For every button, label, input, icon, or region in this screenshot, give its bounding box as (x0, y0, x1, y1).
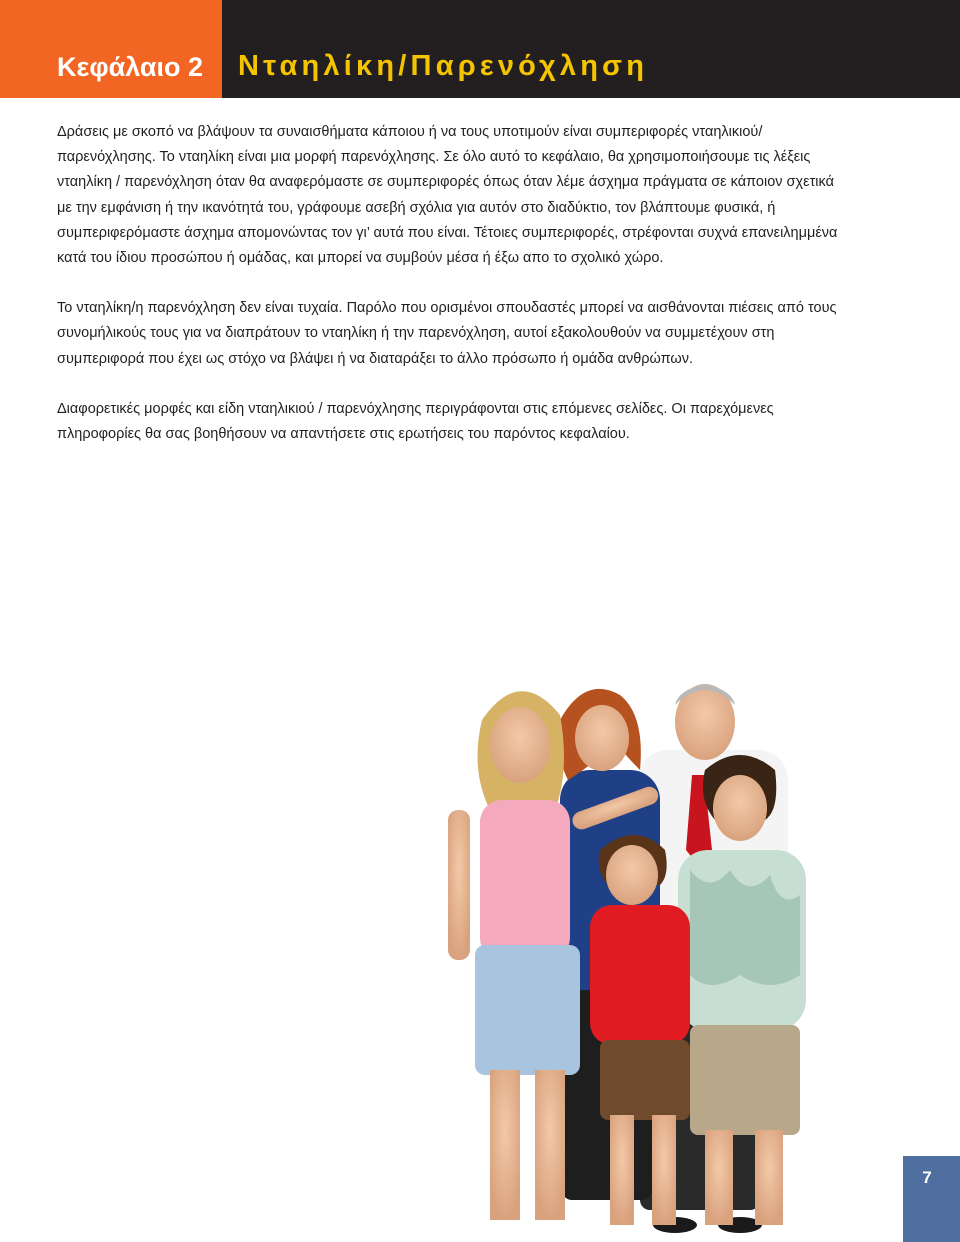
paragraph-forms: Διαφορετικές μορφές και είδη νταηλικιού / παρενόχλησης περιγράφονται στις επόμενες σελίδες. Οι παρεχόμενες πληροφορίες θα σας βοηθήσουν να απαντήσετε στις ερωτήσεις του παρόντος κεφαλαίου. (57, 400, 774, 443)
paragraph-intro: Δράσεις με σκοπό να βλάψουν τα συναισθήματα κάποιου ή να τους υποτιμούν είναι συμπεριφορές νταηλικιού/ παρενόχλησης. Το νταηλίκη είναι μια μορφή παρενόχλησης. Σε όλο αυτό το κεφάλαιο, θα χρησιμοποιήσουμε τις λέξεις νταηλίκη / παρενόχληση όταν θα αναφερόμαστε σε συμπεριφορές όπως όταν λέμε άσχημα πράγματα σε κάποιον σχετικά με την εμφάνιση ή την ικανότητά του, γράφουμε ασεβή σχόλια για αυτόν στο διαδύκτιο, τον βλάπτουμε φυσικά, ή συμπεριφερόμαστε άσχημα απομονώντας τον γι’ αυτά που είναι. Τέτοιες συμπεριφορές, στρέφονται συχνά επανειλημμένα κατά του ίδιου προσώπου ή ομάδας, και μπορεί να συμβούν μέσα ή έξω απο το σχολικό χώρο. (57, 124, 838, 267)
body-text (57, 120, 847, 472)
page-number: 7 (922, 1168, 932, 1187)
chapter-label: Κεφάλαιο 2 (57, 52, 204, 82)
page-number-box (903, 1156, 960, 1242)
chapter-title: Νταηλίκη/Παρενόχληση (238, 50, 649, 82)
paragraph-not-random: Το νταηλίκη/η παρενόχληση δεν είναι τυχαία. Παρόλο που ορισμένοι σπουδαστές μπορεί να αισθάνονται πιέσεις από τους συνομήλικούς τους για να διαπράτουν το νταηλίκη ή την παρενόχληση, αυτοί εξακολουθούν να συμμετέχουν στη συμπεριφορά που έχει ως στόχο να βλάψει ή να διαταράξει το άλλο πρόσωπο ή ομάδα ανθρώπων. (57, 300, 837, 367)
chapter-box (0, 0, 222, 98)
header-band (0, 0, 960, 98)
family-photo (420, 660, 820, 1242)
